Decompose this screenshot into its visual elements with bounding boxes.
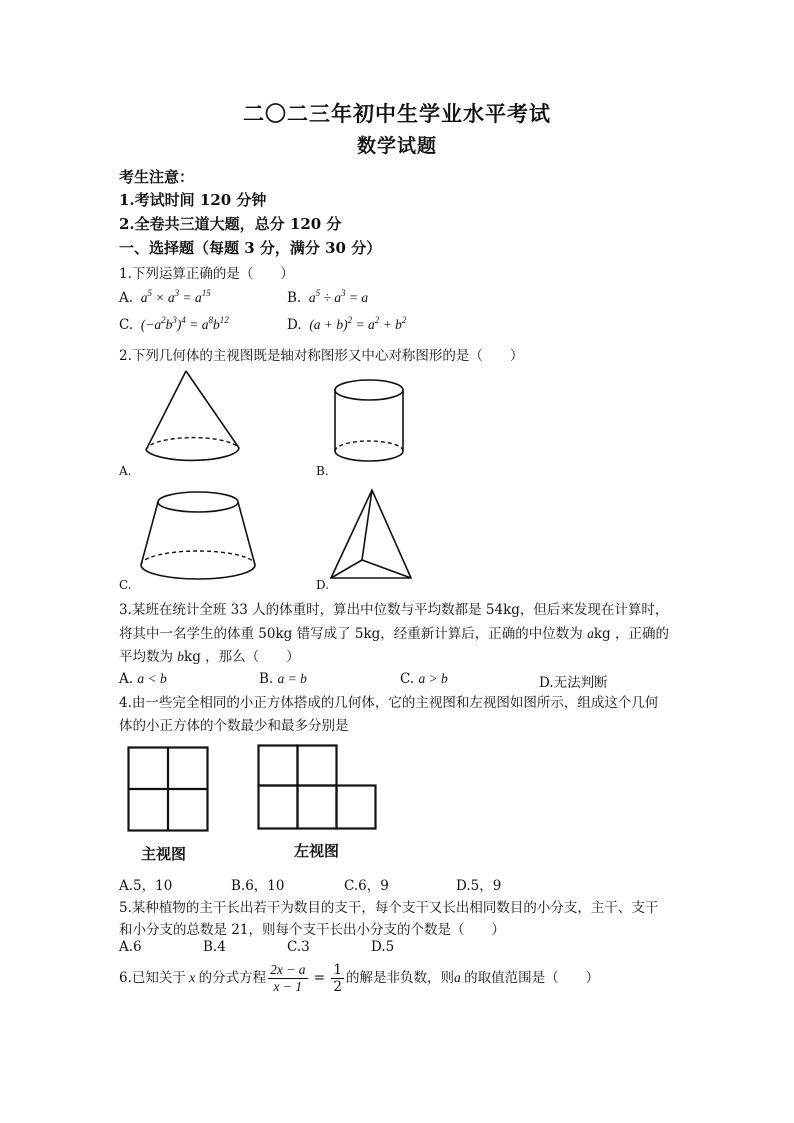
q6-fraction-lhs: $\frac{2x - a}{x - 1}$ [270, 962, 306, 994]
q1-option-c-label: C. [119, 317, 134, 333]
q2-label-c[interactable]: C. [119, 578, 132, 592]
q1-stem: 1.下列运算正确的是（ ） [119, 266, 294, 282]
notice-heading: 考生注意： [119, 168, 195, 186]
q3-option-a-expr: a < b [137, 671, 167, 686]
q6-mid: 的分式方程 [198, 970, 267, 986]
q2-label-b[interactable]: B. [316, 464, 329, 478]
q3-option-b-label: B. [259, 671, 278, 687]
notice-item-2: 2.全卷共三道大题，总分 120 分 [119, 215, 342, 233]
q3-option-d[interactable]: D.无法判断 [539, 675, 608, 691]
notice-item-1: 1.考试时间 120 分钟 [119, 191, 267, 209]
q2-stem: 2.下列几何体的主视图既是轴对称图形又中心对称图形的是（ ） [119, 348, 524, 364]
q3-var-b: b [177, 649, 185, 664]
q6-tail: 的取值范围是（ ） [464, 970, 600, 986]
q1-option-b-expr: $a^5 \div a^3 = a$ [305, 288, 369, 305]
front-view-caption: 主视图 [141, 845, 187, 863]
q4-option-c[interactable]: C.6，9 [344, 878, 389, 894]
q3-option-b[interactable] [259, 671, 307, 687]
q3-var-a: a [587, 626, 594, 641]
q3-line-3-b: kg ，那么（ ） [184, 649, 300, 665]
q3-option-a[interactable] [119, 671, 167, 687]
q3-option-c[interactable] [400, 671, 448, 687]
front-view-grid [127, 746, 209, 832]
q1-option-d-label: D. [287, 317, 302, 333]
q3-line-2-a: 将其中一名学生的体重 50kg 错写成了 5kg，经重新计算后，正确的中位数为 [119, 626, 588, 642]
q1-option-b-label: B. [287, 290, 302, 306]
triangular-pyramid-icon [328, 488, 418, 583]
q2-label-a[interactable]: A. [119, 464, 132, 478]
exam-subtitle: 数学试题 [356, 135, 437, 157]
q4-option-a[interactable]: A.5，10 [119, 878, 173, 894]
section-heading: 一、选择题（每题 3 分，满分 30 分） [119, 239, 382, 257]
q4-option-b[interactable]: B.6，10 [231, 878, 285, 894]
q5-line-1: 5.某种植物的主干长出若干为数目的支干，每个支干又长出相同数目的小分支，主干、支干 [119, 900, 659, 916]
q3-line-3-a: 平均数为 [119, 649, 178, 665]
q5-option-b[interactable]: B.4 [203, 939, 226, 955]
cone-icon [140, 368, 250, 468]
cylinder-icon [333, 378, 413, 468]
q2-label-d[interactable]: D. [316, 578, 330, 592]
q1-option-b[interactable] [287, 288, 368, 306]
q3-option-c-label: C. [400, 671, 419, 687]
q1-option-d[interactable] [287, 315, 406, 333]
left-view-caption: 左视图 [294, 842, 340, 860]
left-view-grid [257, 744, 377, 832]
exam-title: 二〇二三年初中生学业水平考试 [243, 101, 551, 126]
q4-option-d[interactable]: D.5，9 [456, 878, 502, 894]
q3-option-a-label: A. [119, 671, 138, 687]
q3-line-2-b: kg ，正确的 [593, 626, 669, 642]
q6-post: 的解是非负数，则 [346, 970, 454, 986]
q4-line-2: 体的小正方体的个数最少和最多分别是 [119, 718, 349, 734]
q5-option-c[interactable]: C.3 [287, 939, 310, 955]
q1-option-c-expr: $(-a^2b^3)^4 = a^8b^{12}$ [137, 315, 229, 332]
q1-option-a-label: A. [119, 290, 134, 306]
q4-line-1: 4.由一些完全相同的小正方体搭成的几何体，它的主视图和左视图如图所示，组成这个几何 [119, 695, 659, 711]
q3-line-1: 3.某班在统计全班 33 人的体重时，算出中位数与平均数都是 54kg，但后来发现在计算时， [119, 602, 669, 618]
q5-option-d[interactable]: D.5 [371, 939, 395, 955]
q1-option-a-expr: $a^5 \times a^3 = a^{15}$ [137, 288, 211, 305]
q6-pre: 6.已知关于 [119, 970, 186, 986]
q6-var-x: x [185, 970, 199, 985]
q3-line-2 [119, 622, 669, 642]
q6-line: 6.已知关于 x 的分式方程 $\frac{2x - a}{x - 1}$ = $\frac{1}{2}$ 的解是非负数，则a 的取值范围是（ ） [119, 962, 600, 995]
q5-option-a[interactable]: A.6 [119, 939, 142, 955]
q6-var-a: a [454, 970, 465, 985]
q3-line-3 [119, 645, 300, 665]
frustum-icon [138, 490, 258, 590]
q1-option-a[interactable] [119, 288, 211, 306]
q3-option-b-expr: a = b [277, 671, 307, 686]
q6-fraction-rhs: $\frac{1}{2}$ [333, 962, 342, 995]
q5-line-2: 和小分支的总数是 21，则每个支干长出小分支的个数是（ ） [119, 922, 505, 938]
q3-option-c-expr: a > b [418, 671, 448, 686]
q1-option-c[interactable] [119, 315, 229, 333]
q1-option-d-expr: $(a + b)^2 = a^2 + b^2$ [305, 315, 407, 332]
